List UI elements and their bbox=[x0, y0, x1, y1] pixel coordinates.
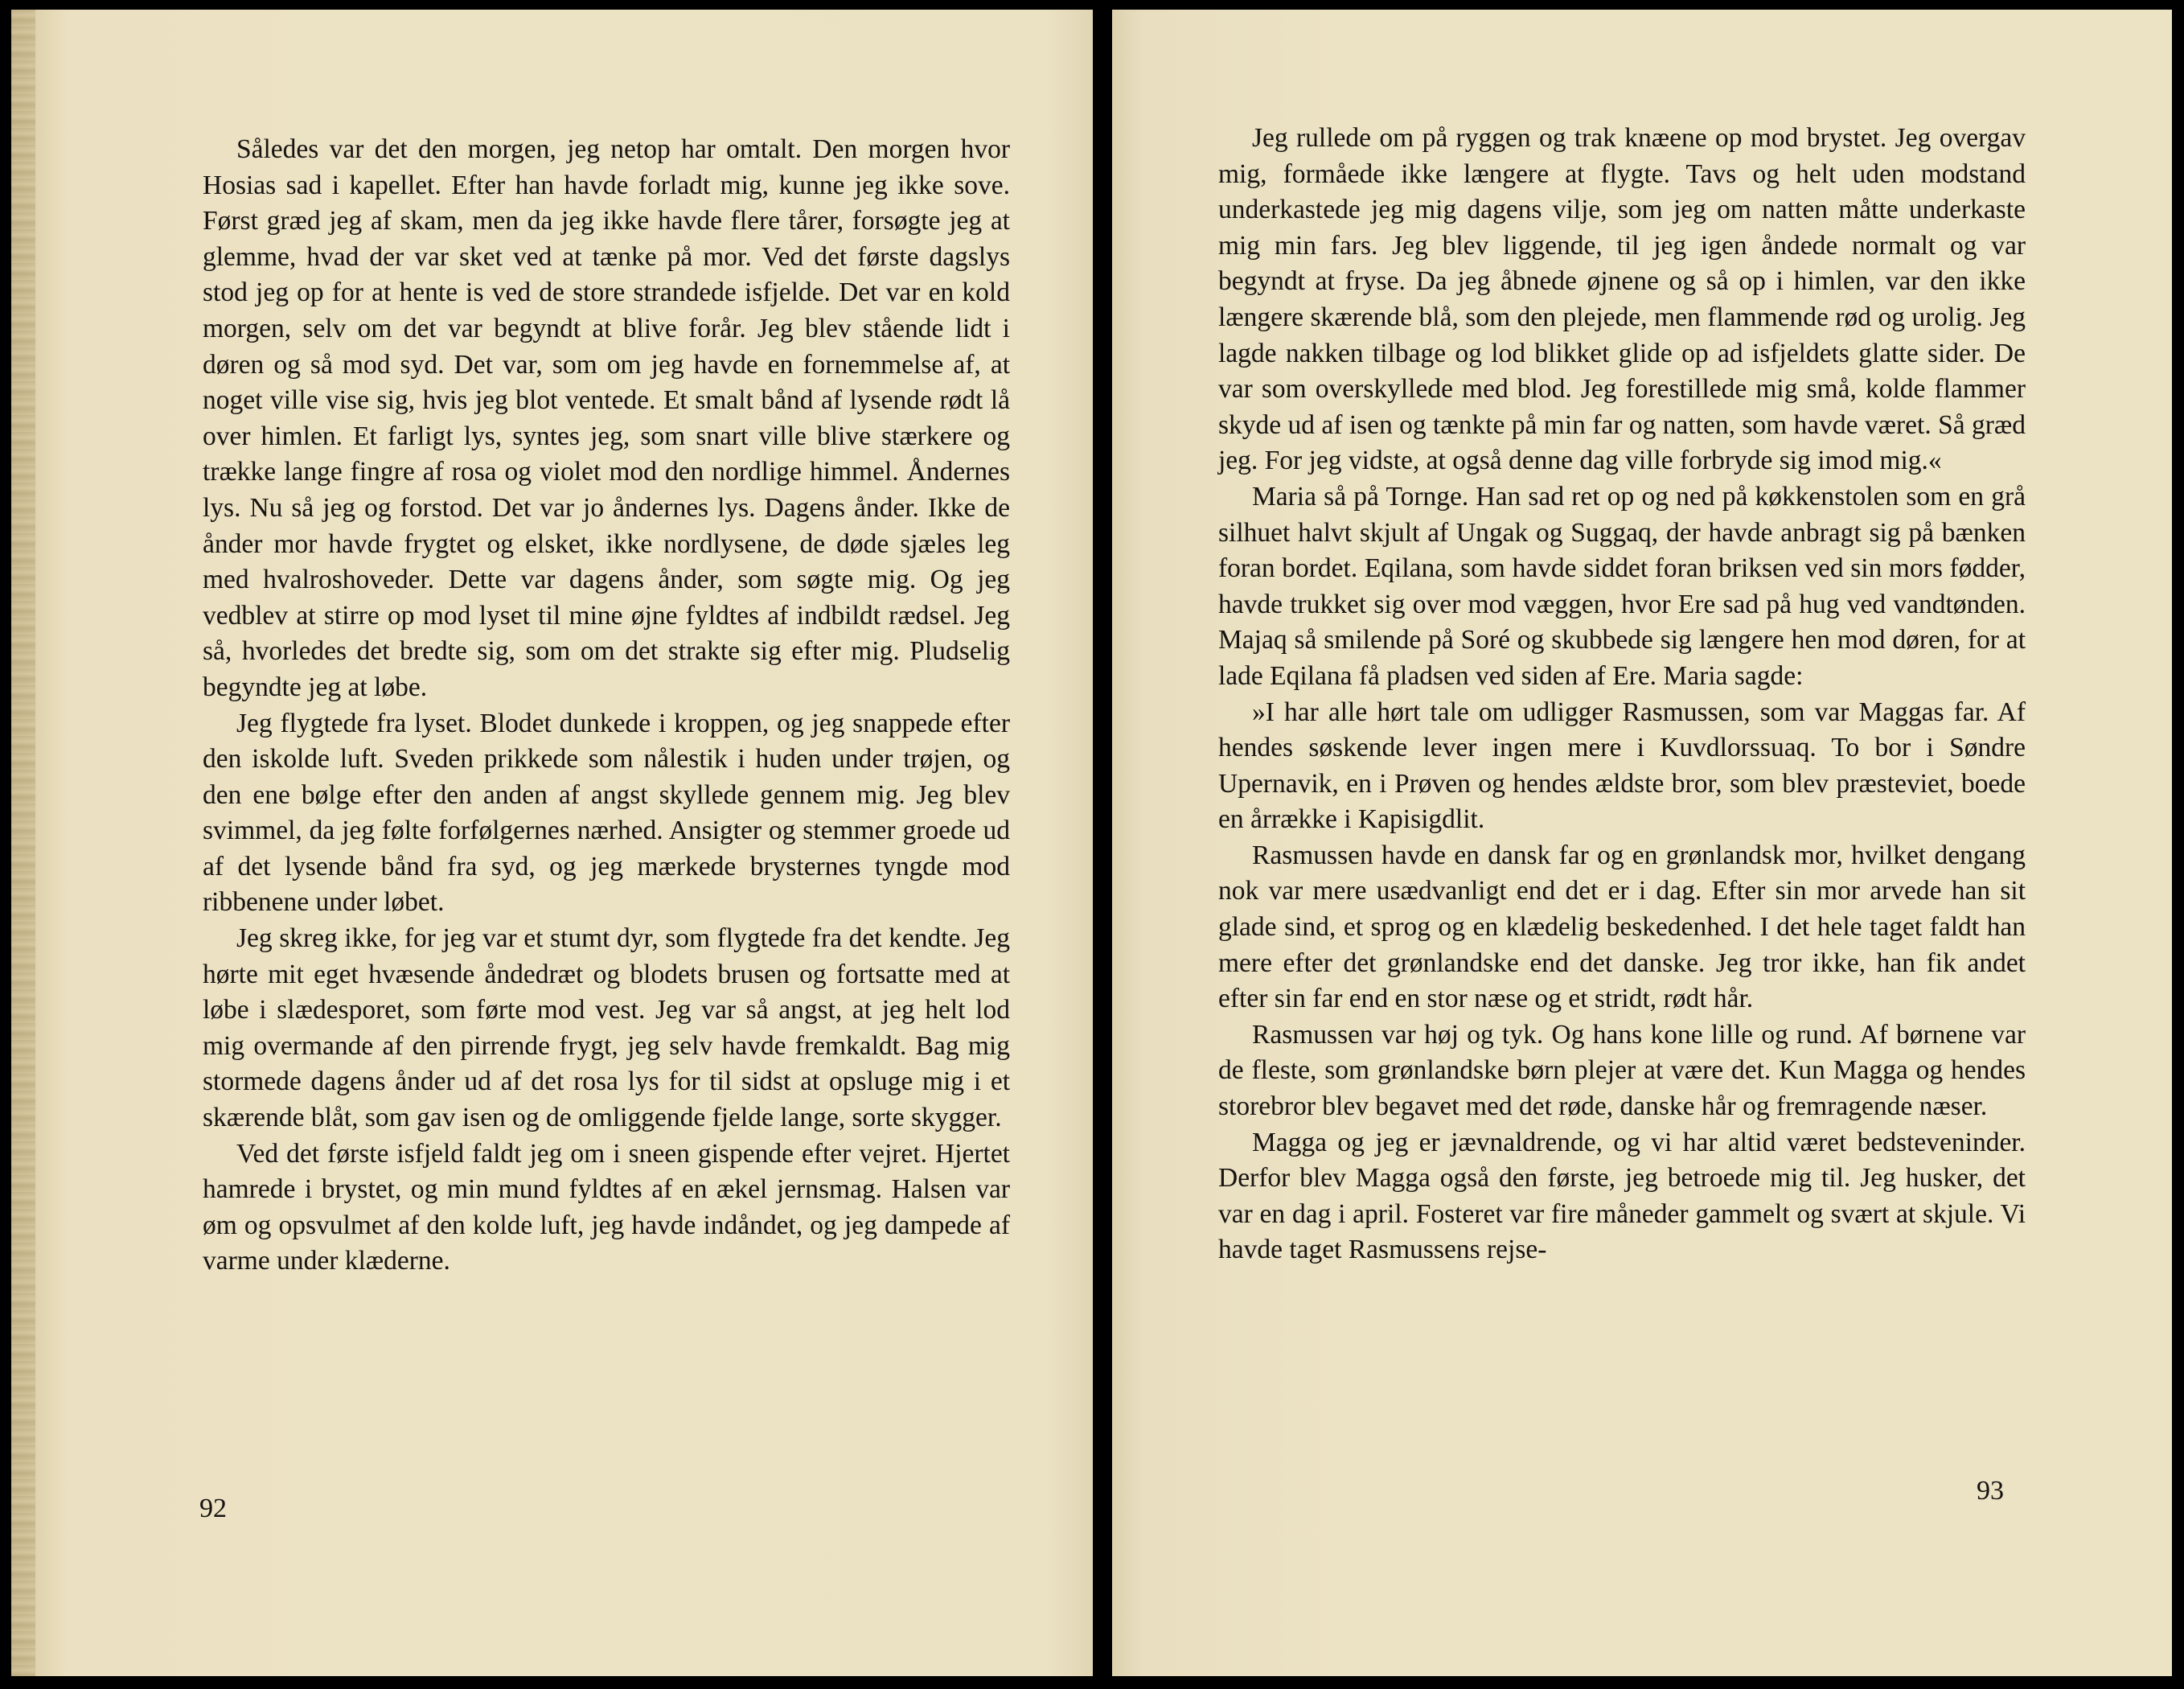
paragraph: Således var det den morgen, jeg netop har omtalt. Den morgen hvor Hosias sad i kapellet. Efter han havde forladt mig, kunne jeg ikke sove. Først græd jeg af skam, men da jeg ikke havde flere tårer, forsøgte jeg at glemme, hvad der var sket ved at tænke på mor. Ved det første dagslys stod jeg op for at hente is ved de store strandede isfjelde. Det var en kold morgen, selv om det var begyndt at blive forår. Jeg blev stående lidt i døren og så mod syd. Det var, som om jeg havde en fornemmelse af, at noget ville vise sig, hvis jeg blot ventede. Et smalt bånd af lysende rødt lå over himlen. Et farligt lys, syntes jeg, som snart ville blive stærkere og trække lange fingre af rosa og violet mod den nordlige himmel. Åndernes lys. Nu så jeg og forstod. Det var jo åndernes lys. Dagens ånder. Ikke de ånder mor havde frygtet og elsket, ikke nordlysene, de døde sjæles leg med hvalroshoveder. Dette var dagens ånder, som søgte mig. Og jeg vedblev at stirre op mod lyset til mine øjne fyldtes af indbildt rædsel. Jeg så, hvorledes det bredte sig, som om det strakte sig efter mig. Pludselig begyndte jeg at løbe. bbox=[203, 134, 1010, 702]
paragraph: Ved det første isfjeld faldt jeg om i sneen gispende efter vejret. Hjertet hamrede i brystet, og min mund fyldtes af en ækel jernsmag. Halsen var øm og opsvulmet af den kolde luft, jeg havde indåndet, og jeg dampede af varme under klæderne. bbox=[203, 1138, 1010, 1276]
paragraph: Rasmussen var høj og tyk. Og hans kone lille og rund. Af børnene var de fleste, som grønlandske børn plejer at være det. Kun Magga og hendes storebror blev begavet med det røde, danske hår og fremragende næser. bbox=[1218, 1019, 2026, 1122]
page-edge bbox=[11, 10, 35, 1676]
paragraph: Jeg rullede om på ryggen og trak knæene op mod brystet. Jeg overgav mig, formåede ikke længere at flygte. Tavs og helt uden modstand underkastede jeg mig dagens vilje, som jeg om natten måtte underkaste mig min fars. Jeg blev liggende, til jeg igen åndede normalt og var begyndt at fryse. Da jeg åbnede øjnene og så op i himlen, var den ikke længere skærende blå, som den plejede, men flammende rød og urolig. Jeg lagde nakken tilbage og lod blikket glide op ad isfjeldets glatte sider. De var som overskyllede med blod. Jeg forestillede mig små, kolde flammer skyde ud af isen og tænkte på min far og natten, som havde været. Så græd jeg. For jeg vidste, at også denne dag ville forbryde sig imod mig.« bbox=[1218, 123, 2026, 476]
left-page-text bbox=[203, 132, 1010, 1280]
left-page bbox=[11, 10, 1093, 1676]
paragraph: Maria så på Tornge. Han sad ret op og ned på køkkenstolen som en grå silhuet halvt skjult af Ungak og Suggaq, der havde anbragt sig på bænken foran bordet. Eqilana, som havde siddet foran briksen ved sin mors fødder, havde trukket sig over mod væggen, hvor Ere sad på hug ved vandtønden. Majaq så smilende på Soré og skubbede sig længere hen mod døren, for at lade Eqilana få pladsen ved siden af Ere. Maria sagde: bbox=[1218, 481, 2026, 691]
paragraph: Jeg skreg ikke, for jeg var et stumt dyr, som flygtede fra det kendte. Jeg hørte mit eget hvæsende åndedræt og blodets brusen og fortsatte med at løbe i slædesporet, som førte mod vest. Jeg var så angst, at jeg helt lod mig overmande af den pirrende frygt, jeg selv havde fremkaldt. Bag mig stormede dagens ånder ud af det rosa lys for til sidst at opsluge mig i et skærende blåt, som gav isen og de omliggende fjelde lange, sorte skygger. bbox=[203, 923, 1010, 1133]
right-page-text bbox=[1218, 121, 2026, 1268]
page-number: 92 bbox=[199, 1494, 227, 1523]
right-page bbox=[1112, 10, 2172, 1676]
paragraph: Jeg flygtede fra lyset. Blodet dunkede i kroppen, og jeg snappede efter den iskolde luft. Sveden prikkede som nålestik i huden under trøjen, og den ene bølge efter den anden af angst skyllede gennem mig. Jeg blev svimmel, da jeg følte forfølgernes nærhed. Ansigter og stemmer groede ud af det lysende bånd fra syd, og jeg mærkede brysternes tyngde mod ribbenene under løbet. bbox=[203, 708, 1010, 918]
paragraph: »I har alle hørt tale om udligger Rasmussen, som var Maggas far. Af hendes søskende lever ingen mere i Kuvdlorssuaq. To bor i Søndre Upernavik, en i Prøven og hendes ældste bror, som blev præsteviet, boede en årrække i Kapisigdlit. bbox=[1218, 697, 2026, 835]
paragraph: Magga og jeg er jævnaldrende, og vi har altid været bedsteveninder. Derfor blev Magga også den første, jeg betroede mig til. Jeg husker, det var en dag i april. Fosteret var fire måneder gammelt og svært at skjule. Vi havde taget Rasmussens rejse- bbox=[1218, 1127, 2026, 1265]
page-number: 93 bbox=[1977, 1476, 2004, 1506]
paragraph: Rasmussen havde en dansk far og en grønlandsk mor, hvilket dengang nok var mere usædvanligt end det er i dag. Efter sin mor arvede han sit glade sind, et sprog og en klædelig beskedenhed. I det hele taget faldt han mere efter det grønlandske end det danske. Jeg tror ikke, han fik andet efter sin far end en stor næse og et stridt, rødt hår. bbox=[1218, 840, 2026, 1014]
